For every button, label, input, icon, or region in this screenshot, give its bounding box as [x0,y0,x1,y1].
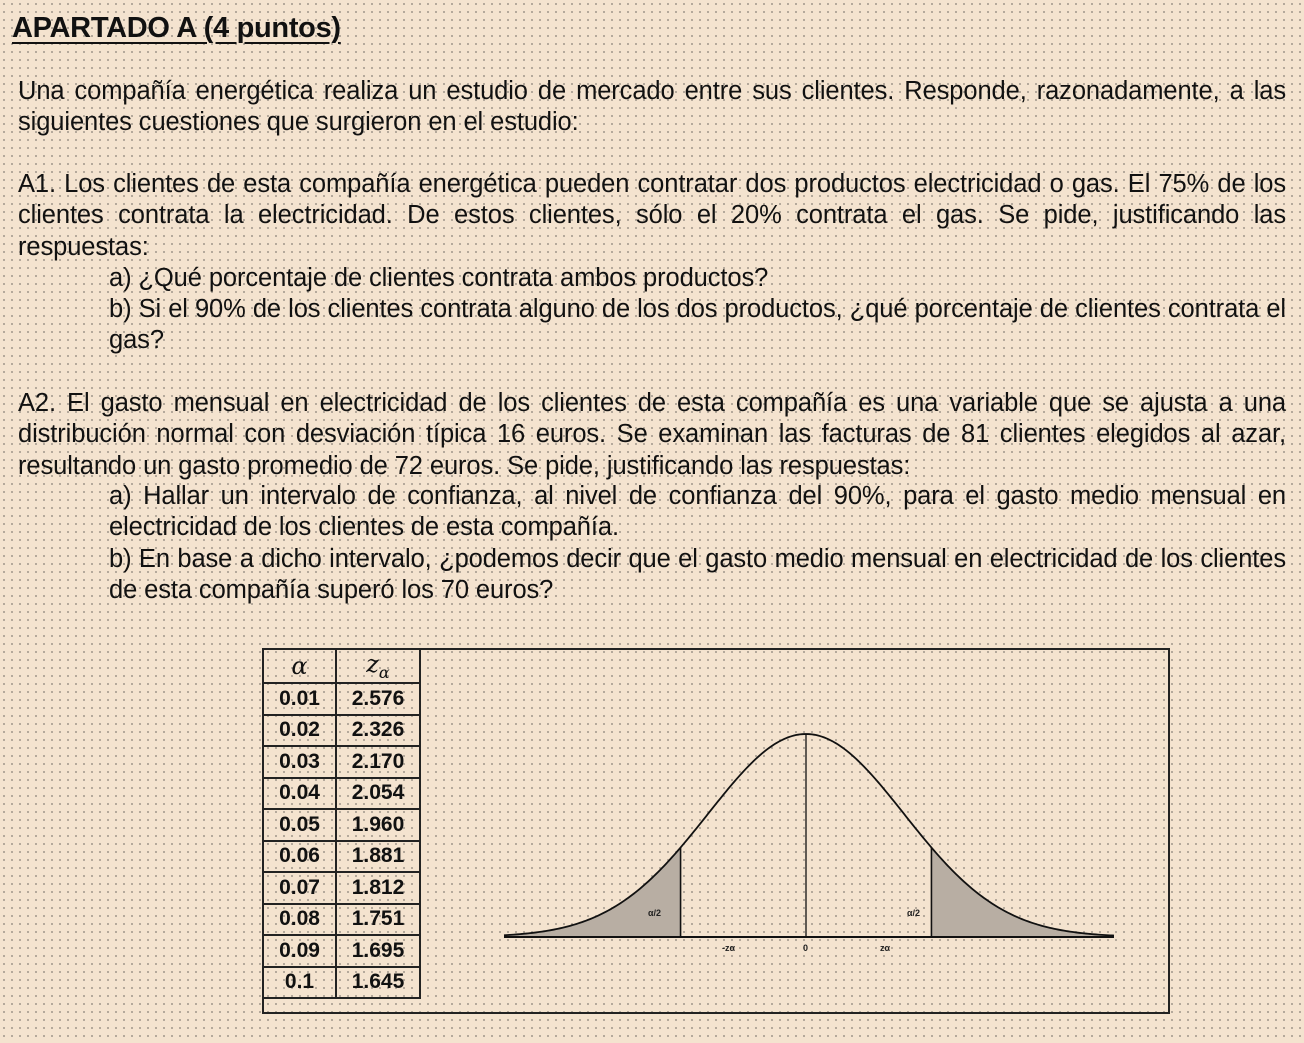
z-cell: 1.751 [336,904,420,936]
alpha-cell: 0.06 [263,841,336,873]
a2-statement: A2. El gasto mensual en electricidad de los clientes de esta compañía es una variable que se ajusta a una distribución normal con desviación típica 16 euros. Se examinan las facturas de 81 clientes elegidos al azar, resultando un gasto promedio de 72 euros. Se pide, justificando las respuestas: [18,389,1286,480]
z-cell: 2.170 [336,746,420,778]
alpha-cell: 0.03 [263,746,336,778]
tick-label-zero: 0 [803,943,809,953]
left-tail-label: α/2 [648,908,662,918]
alpha-cell: 0.1 [263,967,336,999]
alpha-cell: 0.04 [263,778,336,810]
z-alpha-table [262,648,421,999]
table-row [263,746,420,778]
table-row [263,683,420,715]
table-row [263,715,420,747]
z-cell: 1.881 [336,841,420,873]
alpha-cell: 0.09 [263,935,336,967]
z-cell: 1.812 [336,872,420,904]
alpha-cell: 0.02 [263,715,336,747]
page-title: APARTADO A (4 puntos) [12,12,341,44]
alpha-cell: 0.01 [263,683,336,715]
table-row [263,778,420,810]
table-header-row [263,649,420,683]
a2-item-a: a) Hallar un intervalo de confianza, al nivel de confianza del 90%, para el gasto medio mensual en electricidad de los clientes de esta compañía. [109,482,1286,542]
frame-corner-mark [1156,1012,1170,1014]
table-row [263,809,420,841]
header-z: z [366,650,379,678]
table-row [263,841,420,873]
table-row [263,904,420,936]
z-cell: 2.326 [336,715,420,747]
table-row [263,967,420,999]
z-cell: 2.576 [336,683,420,715]
intro-paragraph: Una compañía energética realiza un estudio de mercado entre sus clientes. Responde, razonadamente, a las siguientes cuestiones que surgieron en el estudio: [18,77,1286,137]
a2-item-b: b) En base a dicho intervalo, ¿podemos decir que el gasto medio mensual en electricidad de los clientes de esta compañía superó los 70 euros? [109,545,1286,605]
a1-item-b: b) Si el 90% de los clientes contrata alguno de los dos productos, ¿qué porcentaje de clientes contrata el gas? [109,295,1286,355]
z-cell: 1.695 [336,935,420,967]
alpha-cell: 0.07 [263,872,336,904]
normal-distribution-figure [490,660,1130,970]
table-row [263,872,420,904]
tick-label-minus-z: -zα [722,943,736,953]
table-row [263,935,420,967]
alpha-cell: 0.08 [263,904,336,936]
a1-item-a: a) ¿Qué porcentaje de clientes contrata ambos productos? [109,264,769,292]
z-cell: 1.645 [336,967,420,999]
header-z-alpha [336,649,420,683]
bell-curve [504,734,1114,936]
header-alpha: α [263,649,336,683]
z-cell: 1.960 [336,809,420,841]
tick-label-z: zα [880,943,891,953]
a1-statement: A1. Los clientes de esta compañía energética pueden contratar dos productos electricidad o gas. El 75% de los clientes contrata la electricidad. De estos clientes, sólo el 20% contrata el gas. Se pide, justificando las respuestas: [18,170,1286,261]
left-tail-area [504,848,681,937]
right-tail-area [931,848,1114,937]
alpha-cell: 0.05 [263,809,336,841]
right-tail-label: α/2 [907,908,921,918]
z-cell: 2.054 [336,778,420,810]
header-z-subscript: α [378,663,390,682]
